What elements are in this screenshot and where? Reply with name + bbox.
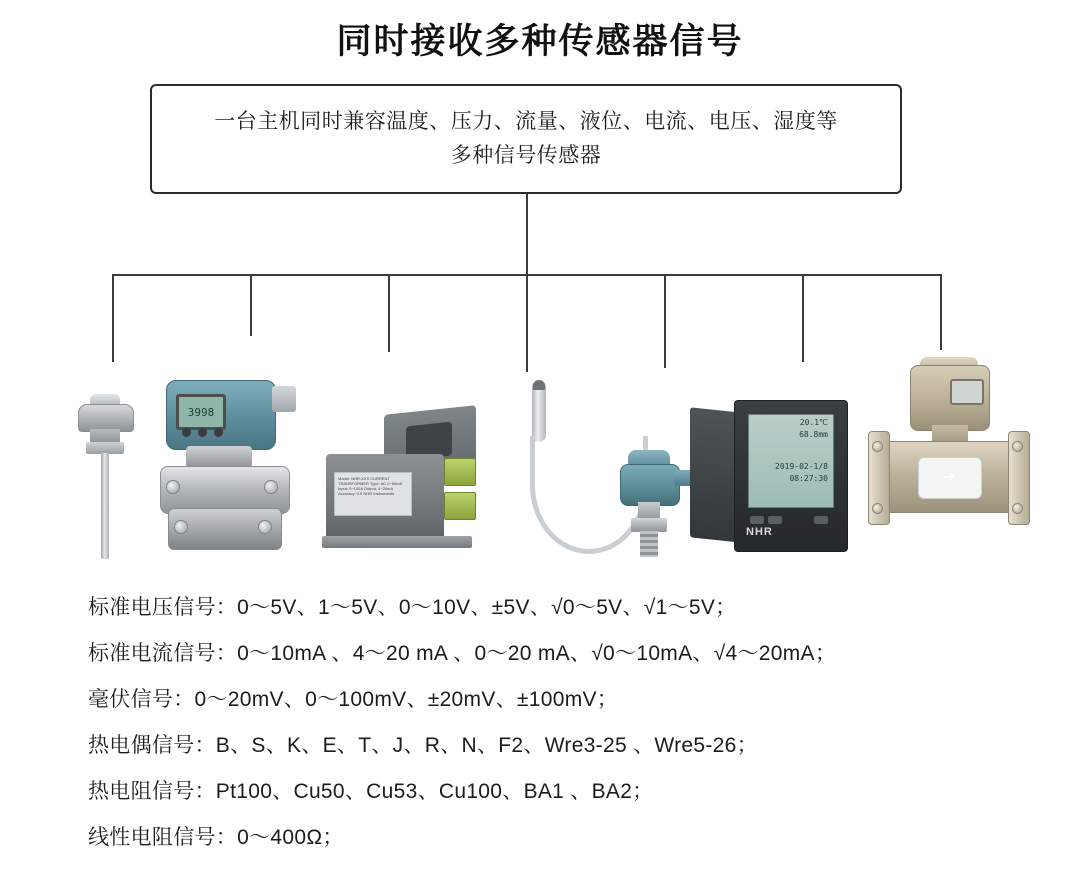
device-pressure-transmitter — [152, 370, 302, 560]
device-electromagnetic-flowmeter — [862, 365, 1032, 560]
transmitter-bolt-3 — [174, 520, 188, 534]
spec-thermocouple: 热电偶信号：B、S、K、E、T、J、R、N、F2、Wre3-25 、Wre5-26； — [88, 734, 758, 757]
transmitter-bolt-1 — [166, 480, 180, 494]
spec-millivolt: 毫伏信号：0～20mV、0～100mV、±20mV、±100mV； — [88, 688, 619, 711]
meter-brand-label: NHR — [746, 526, 773, 538]
intro-box — [150, 84, 902, 194]
transmitter-knob-1 — [182, 428, 191, 437]
transmitter-bolt-2 — [264, 480, 278, 494]
probe-head — [78, 404, 134, 432]
flowmeter-bolt-2 — [872, 503, 883, 514]
meter-button-2[interactable] — [768, 516, 782, 524]
small-tx-hex — [631, 518, 667, 532]
intro-line-1: 一台主机同时兼容温度、压力、流量、液位、电流、电压、湿度等 — [214, 110, 838, 133]
signal-spec-list — [88, 585, 1008, 861]
transmitter-knob-2 — [198, 428, 207, 437]
flow-direction-arrow: ➜ — [943, 468, 955, 484]
device-strip — [0, 330, 1080, 560]
ct-terminal-1 — [444, 458, 476, 486]
transmitter-knob-3 — [214, 428, 223, 437]
meter-readout-line-3: 2019-02-1/8 — [775, 462, 828, 471]
small-tx-thread — [640, 531, 658, 557]
level-probe-tip — [533, 380, 545, 390]
probe-stem — [101, 453, 109, 559]
spec-rtd: 热电阻信号：Pt100、Cu50、Cu53、Cu100、BA1 、BA2； — [88, 780, 654, 803]
spec-resistance: 线性电阻信号：0～400Ω； — [88, 826, 344, 849]
transmitter-display: 3998 — [176, 394, 226, 430]
page-title: 同时接收多种传感器信号 — [336, 22, 744, 61]
meter-screen — [748, 414, 834, 508]
meter-readout-line-1: 20.1℃ — [799, 418, 828, 427]
device-panel-meter — [690, 400, 850, 560]
transmitter-port — [272, 386, 296, 412]
flowmeter-bolt-3 — [1012, 441, 1023, 452]
transmitter-cylinder — [186, 446, 252, 468]
flowmeter-bolt-1 — [872, 441, 883, 452]
device-temperature-probe — [60, 390, 150, 560]
flowmeter-bolt-4 — [1012, 503, 1023, 514]
spec-voltage: 标准电压信号：0～5V、1～5V、0～10V、±5V、√0～5V、√1～5V； — [88, 596, 737, 619]
meter-readout-line-4: 08:27:30 — [789, 474, 828, 483]
meter-readout-line-2: 68.8mm — [799, 430, 828, 439]
connector-branch-2 — [250, 274, 252, 336]
spec-current: 标准电流信号：0～10mA 、4～20 mA 、0～20 mA、√0～10mA、√4～20mA； — [88, 642, 837, 665]
flowmeter-window — [950, 379, 984, 405]
meter-button-3[interactable] — [814, 516, 828, 524]
connector-stem-main — [526, 194, 528, 274]
device-current-transformer — [320, 410, 500, 560]
meter-button-1[interactable] — [750, 516, 764, 524]
transmitter-bolt-4 — [258, 520, 272, 534]
ct-nameplate: Model: NHR-XXX CURRENT TRANSFORMER Type: AC 0~50mA Input: 0~100A Output: 4~20mA Accuracy: 0.5 NHR Instruments — [334, 472, 412, 516]
probe-neck — [90, 429, 120, 443]
ct-din-rail — [322, 536, 472, 548]
small-tx-body — [620, 464, 680, 506]
intro-line-2: 多种信号传感器 — [450, 144, 602, 167]
ct-terminal-2 — [444, 492, 476, 520]
